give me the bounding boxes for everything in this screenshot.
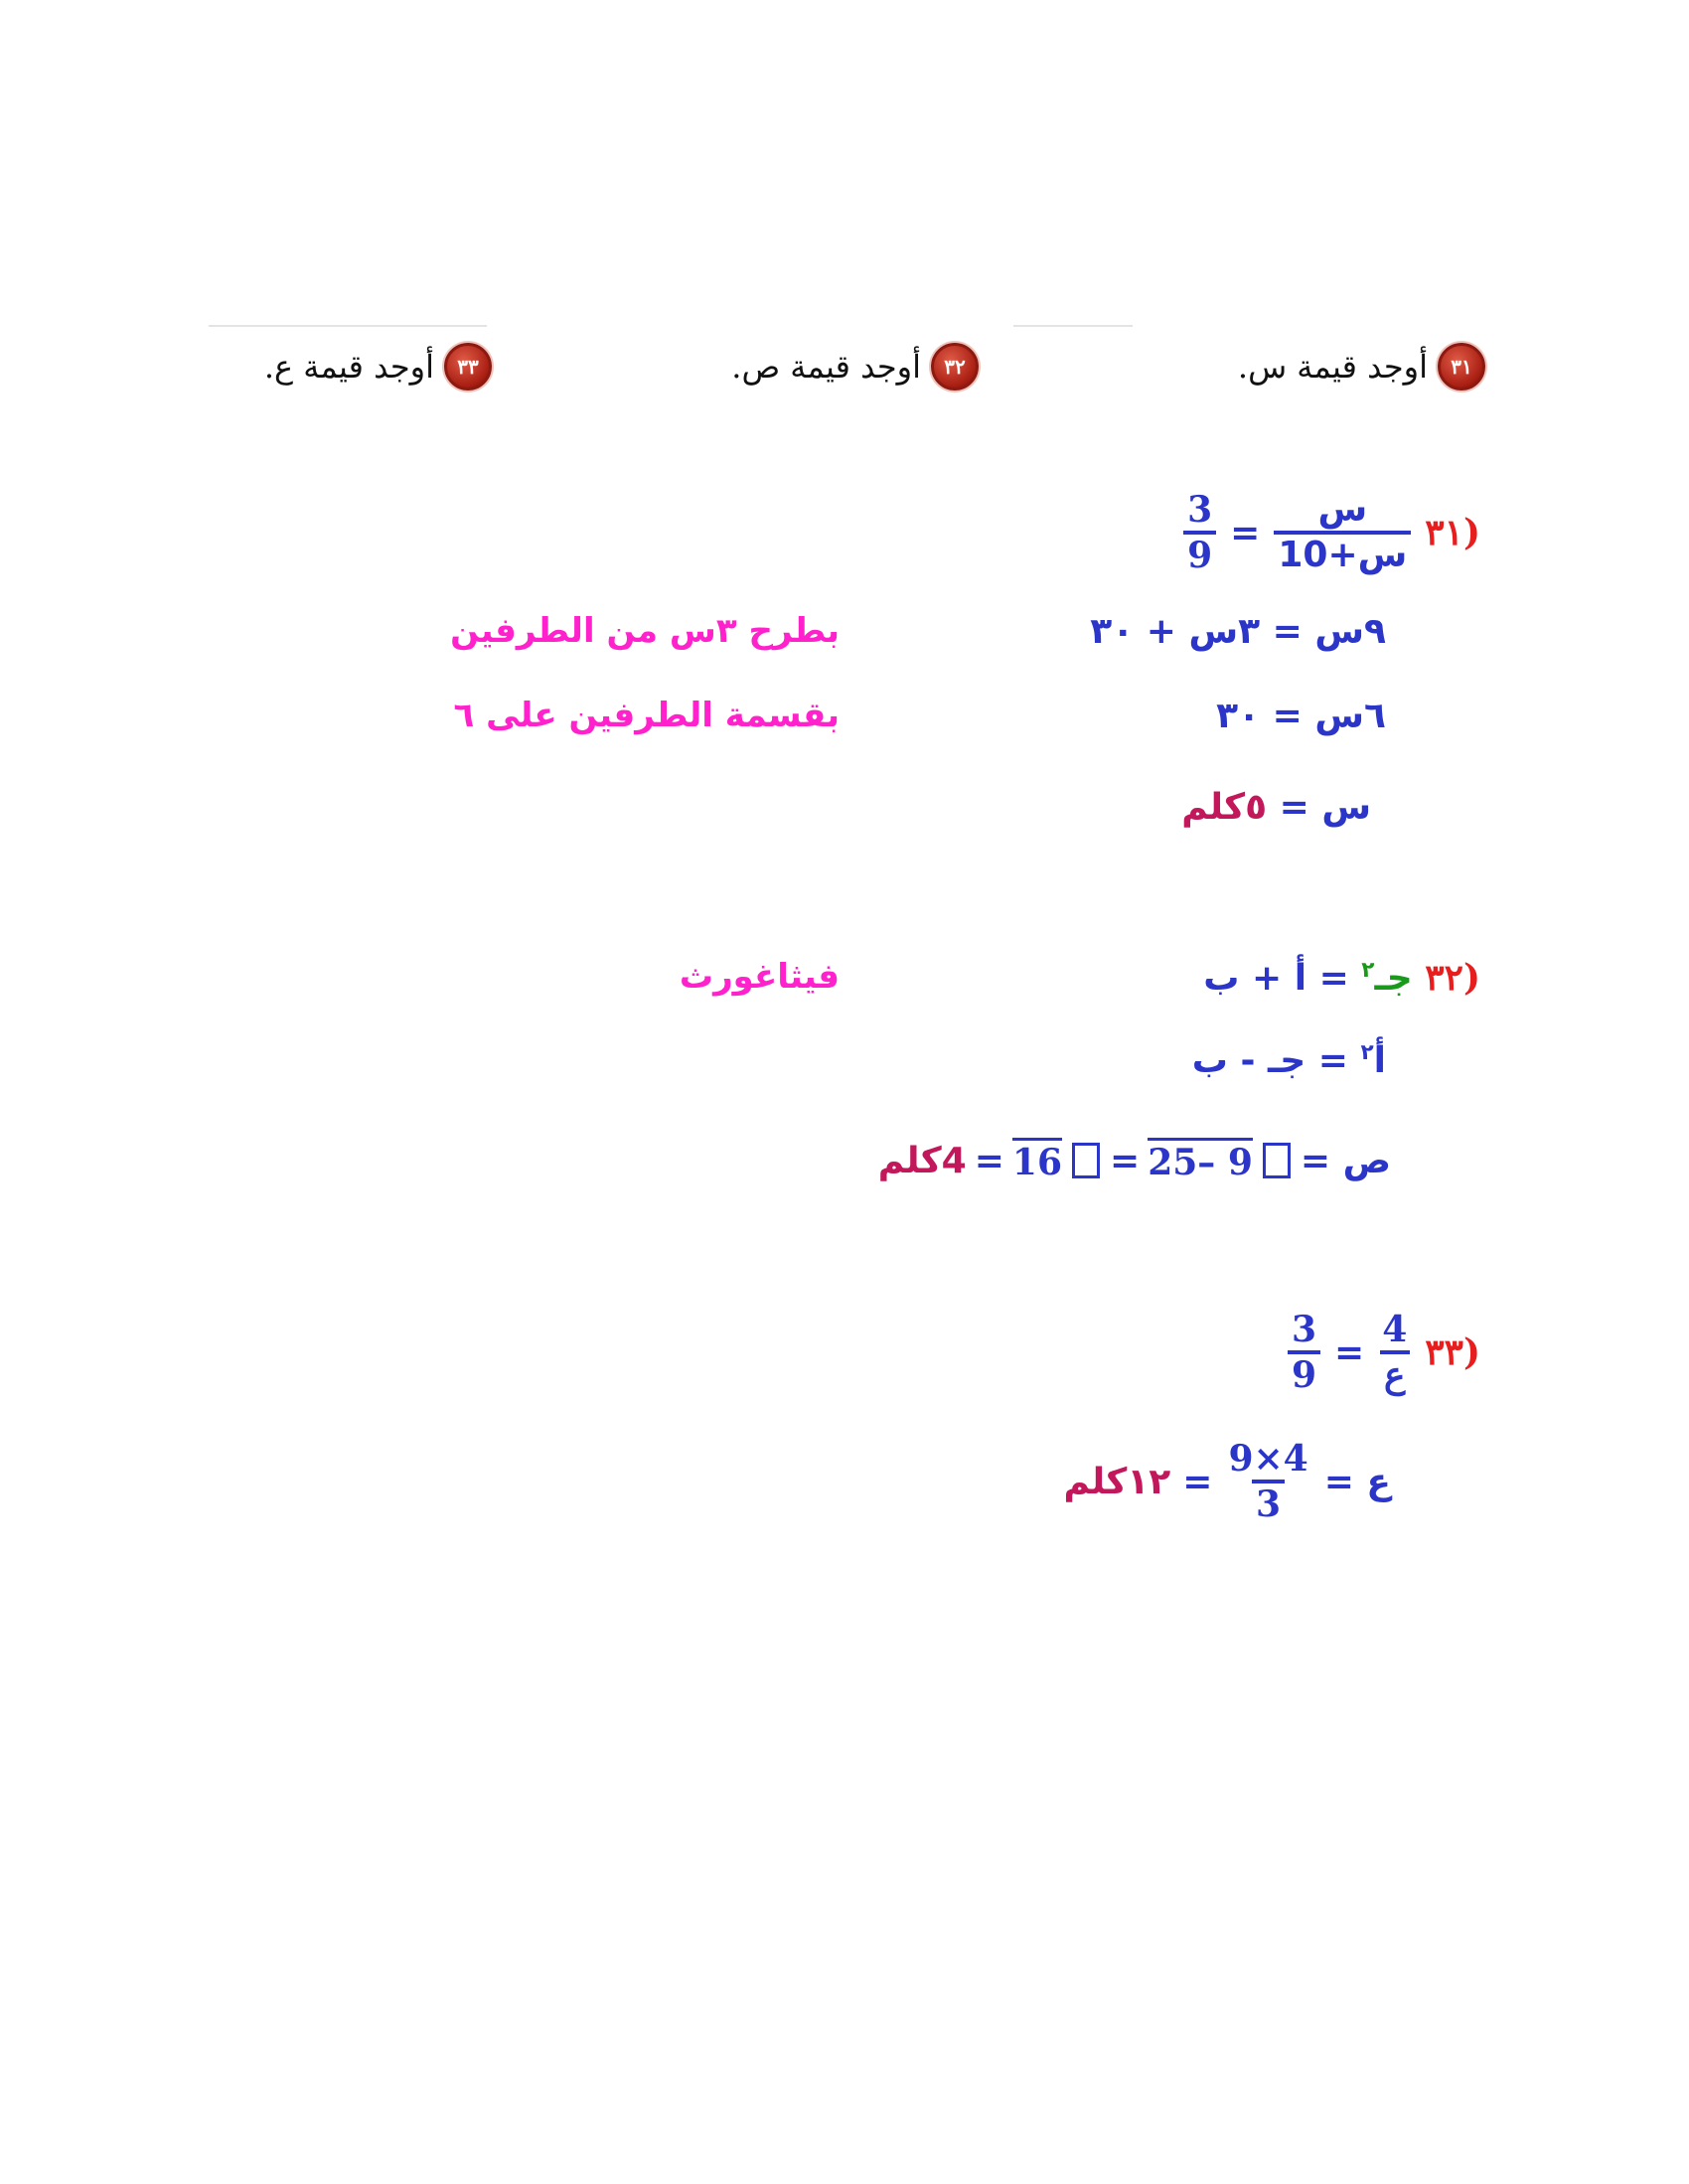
fraction-numerator: 3 [1187, 489, 1213, 531]
square-exponent: ٢ [1360, 1040, 1374, 1065]
solution-33-equation [1288, 1309, 1480, 1396]
solution-31-result [1181, 787, 1371, 828]
question-32-heading [731, 328, 979, 405]
equals-sign: = [1230, 512, 1261, 553]
result-value: ١٢كلم [1063, 1461, 1171, 1502]
solution-32-note: فيثاغورث [679, 957, 840, 997]
solution-31-step-1-note: بطرح ٣س من الطرفين [450, 611, 840, 651]
fraction-numerator: 3 [1291, 1309, 1317, 1350]
fraction-denominator: س+10 [1274, 531, 1411, 573]
radicand: 16 [1012, 1138, 1062, 1183]
result-lhs: س = [1279, 787, 1371, 828]
equals-sign: = [1334, 1331, 1365, 1373]
root-lhs: ص = [1300, 1140, 1391, 1181]
hypotenuse-term [1361, 958, 1412, 999]
result-lhs: ع = [1323, 1461, 1391, 1502]
solution-31-step-1: ٩س = ٣س + ٣٠ [1090, 611, 1386, 652]
question-number-badge-icon: ٣١ [1438, 343, 1485, 390]
fraction-numerator: س [1317, 489, 1368, 530]
solution-32-step-1 [1192, 1040, 1386, 1081]
fraction-numerator: 4 [1382, 1309, 1408, 1350]
result-value: ٥كلم [1181, 787, 1268, 828]
question-33-heading [264, 328, 492, 405]
solution-label: (٣٣ [1425, 1331, 1480, 1373]
leg-letter: أ [1373, 1040, 1386, 1081]
header-rule-right [1013, 325, 1133, 327]
fraction-left [1378, 1309, 1411, 1396]
radical-glyph-icon [1263, 1143, 1291, 1178]
result-value: 4كلم [877, 1140, 967, 1181]
equals-sign: = [1110, 1140, 1141, 1181]
fraction-right [1183, 489, 1216, 576]
question-text: أوجد قيمة ص. [731, 348, 921, 386]
fraction-left [1274, 489, 1411, 575]
fraction-denominator: 3 [1252, 1480, 1285, 1522]
fraction-denominator: ع [1380, 1350, 1409, 1393]
solution-33-result [1063, 1438, 1391, 1525]
pythagoras-rhs: = أ + ب [1203, 958, 1349, 999]
solution-32-pythagoras [1203, 957, 1480, 999]
leg-term [1360, 1040, 1386, 1081]
equals-sign: = [974, 1140, 1004, 1181]
solution-31-step-2-note: بقسمة الطرفين على ٦ [453, 696, 840, 735]
fraction-numerator: 9×4 [1228, 1438, 1308, 1480]
solution-32-root [878, 1138, 1391, 1183]
solution-label: (٣١ [1425, 512, 1480, 553]
solution-31-equation [1183, 489, 1480, 576]
question-number-badge-icon: ٣٣ [444, 343, 492, 390]
fraction-denominator: 9 [1288, 1350, 1320, 1393]
result-fraction [1224, 1438, 1311, 1525]
solution-label: (٣٢ [1425, 957, 1480, 999]
radical-glyph-icon [1072, 1143, 1100, 1178]
header-rule-left [209, 325, 487, 327]
question-number-badge-icon: ٣٢ [931, 343, 979, 390]
square-exponent: ٢ [1361, 958, 1375, 983]
question-text: أوجد قيمة ع. [263, 348, 434, 386]
solution-31-step-2: ٦س = ٣٠ [1216, 696, 1386, 736]
question-31-heading [1238, 328, 1485, 405]
radicand: 25– 9 [1148, 1138, 1253, 1183]
fraction-denominator: 9 [1183, 531, 1216, 573]
step-rhs: = جـ - ب [1191, 1040, 1348, 1081]
fraction-right [1288, 1309, 1320, 1396]
question-text: أوجد قيمة س. [1237, 348, 1428, 386]
equals-sign: = [1182, 1461, 1213, 1502]
hypotenuse-letter: جـ [1374, 958, 1413, 999]
